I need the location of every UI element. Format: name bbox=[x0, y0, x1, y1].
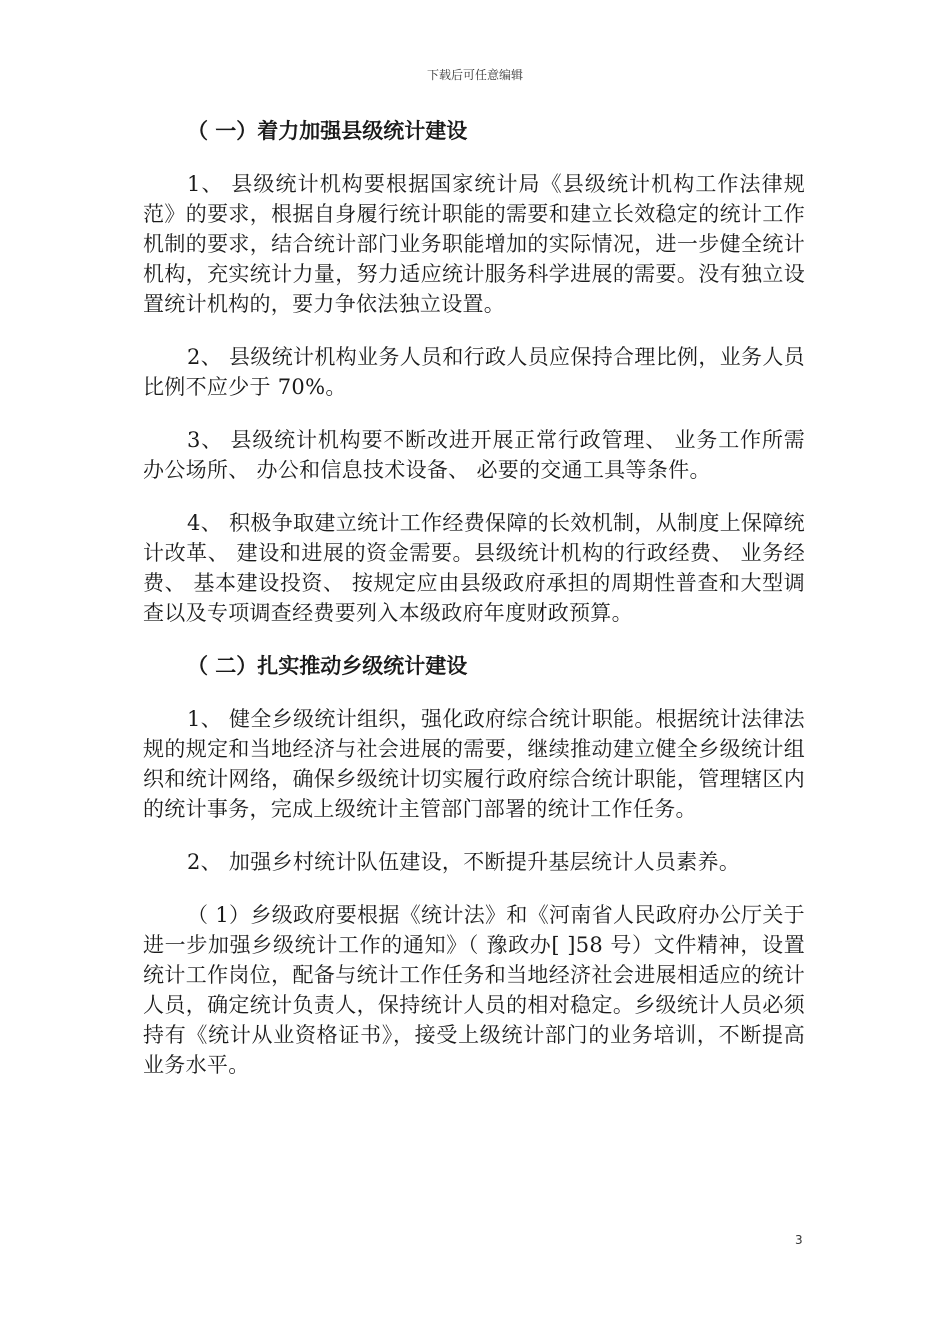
paragraph: 2、 县级统计机构业务人员和行政人员应保持合理比例，业务人员比例不应少于 70%。 bbox=[143, 345, 805, 399]
paragraph: 3、 县级统计机构要不断改进开展正常行政管理、 业务工作所需办公场所、 办公和信息技术设备、 必要的交通工具等条件。 bbox=[143, 428, 805, 482]
paragraph: 2、 加强乡村统计队伍建设，不断提升基层统计人员素养。 bbox=[187, 850, 741, 874]
paragraph: 1、 健全乡级统计组织，强化政府综合统计职能。根据统计法律法规的规定和当地经济与社会进展的需要，继续推动建立健全乡级统计组织和统计网络，确保乡级统计切实履行政府综合统计职能，管理辖区内的统计事务，完成上级统计主管部门部署的统计工作任务。 bbox=[143, 707, 805, 821]
paragraph: 4、 积极争取建立统计工作经费保障的长效机制，从制度上保障统计改革、 建设和进展的资金需要。县级统计机构的行政经费、 业务经费、 基本建设投资、 按规定应由县级政府承担的周期性普查和大型调查以及专项调查经费要列入本级政府年度财政预算。 bbox=[143, 511, 805, 625]
paragraph: （ 1）乡级政府要根据《统计法》和《河南省人民政府办公厅关于进一步加强乡级统计工作的通知》（ 豫政办[ ]58 号）文件精神，设置统计工作岗位，配备与统计工作任务和当地经济社会进展相适应的统计人员，确定统计负责人，保持统计人员的相对稳定。乡级统计人员必须持有《统计从业资格证书》，接受上级统计部门的业务培训，不断提高业务水平。 bbox=[143, 903, 805, 1077]
page-number: 3 bbox=[795, 1233, 803, 1247]
section-heading-1: （ 一）着力加强县级统计建设 bbox=[187, 119, 468, 143]
paragraph: 1、 县级统计机构要根据国家统计局《县级统计机构工作法律规范》的要求，根据自身履行统计职能的需要和建立长效稳定的统计工作机制的要求，结合统计部门业务职能增加的实际情况，进一步健全统计机构，充实统计力量，努力适应统计服务科学进展的需要。没有独立设置统计机构的，要力争依法独立设置。 bbox=[143, 172, 805, 316]
section-heading-2: （ 二）扎实推动乡级统计建设 bbox=[187, 654, 468, 678]
page-header: 下载后可任意编辑 bbox=[426, 68, 523, 82]
document-body bbox=[143, 116, 805, 1103]
